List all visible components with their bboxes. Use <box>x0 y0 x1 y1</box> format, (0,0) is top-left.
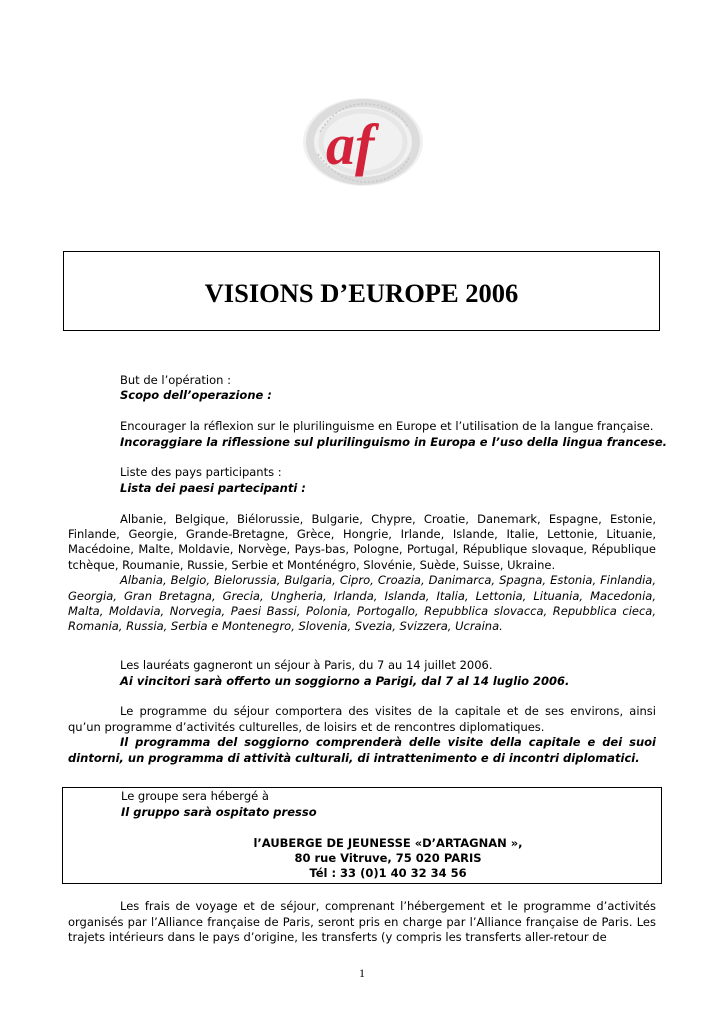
title-box <box>63 251 660 331</box>
groupe-it: Il gruppo sarà ospitato presso <box>121 804 317 819</box>
document-body <box>68 373 668 946</box>
encourager-fr: Encourager la réflexion sur le plurilinguisme en Europe et l’utilisation de la langue française. <box>120 419 654 434</box>
liste-it: Lista dei paesi partecipanti : <box>120 480 306 495</box>
programme-it: Il programma del soggiorno comprenderà delle visite della capitale e dei suoi dintorni, un programma di attività culturali, di intrattenimento e di incontri diplomatici. <box>68 735 656 765</box>
pays-it: Albania, Belgio, Bielorussia, Bulgaria, Cipro, Croazia, Danimarca, Spagna, Estonia, Finlandia, Georgia, Gran Bretagna, Grecia, Ungheria, Irlanda, Islanda, Italia, Lettonia, Lituania, Macedonia, Malta, Moldavia, Norvegia, Paesi Bassi, Polonia, Portogallo, Repubblica slovacca, Repubblica cieca, Romania, Russia, Serbia e Montenegro, Slovenia, Svezia, Svizzera, Ucraina. <box>68 573 656 634</box>
pays-fr: Albanie, Belgique, Biélorussie, Bulgarie, Chypre, Croatie, Danemark, Espagne, Estonie, Finlande, Georgie, Grande-Bretagne, Grèce, Hongrie, Irlande, Islande, Italie, Lettonie, Lituanie, Macédoine, Malte, Moldavie, Norvège, Pays-bas, Pologne, Portugal, République slovaque, République tchèque, Roumanie, Russie, Serbie et Monténégro, Slovénie, Suède, Suisse, Ukraine. <box>68 511 656 572</box>
laureats-fr: Les lauréats gagneront un séjour à Paris, du 7 au 14 juillet 2006. <box>120 658 493 673</box>
but-fr: But de l’opération : <box>120 373 231 387</box>
document-title: VISIONS D’EUROPE 2006 <box>204 278 519 308</box>
frais-fr: Les frais de voyage et de séjour, comprenant l’hébergement et le programme d’activités organisés par l’Alliance française de Paris, seront pris en charge par l’Alliance française de Paris. Les trajets intérieurs dans le pays d’origine, les transferts (y compris les transferts aller-retour de <box>68 899 656 945</box>
laureats-it: Ai vincitori sarà offerto un soggiorno a Parigi, dal 7 al 14 luglio 2006. <box>120 673 570 688</box>
auberge-address: 80 rue Vitruve, 75 020 PARIS <box>294 851 482 866</box>
groupe-fr: Le groupe sera hébergé à <box>121 789 269 804</box>
logo-letters: af <box>326 112 375 177</box>
programme-fr: Le programme du séjour comportera des visites de la capitale et de ses environs, ainsi qu’un programme d’activités culturelles, de loisirs et de rencontres diplomatiques. <box>68 704 656 734</box>
auberge-name: l’AUBERGE DE JEUNESSE «D’ARTAGNAN », <box>253 835 523 850</box>
encourager-it: Incoraggiare la riflessione sul plurilinguismo in Europa e l’uso della lingua francese. <box>120 434 668 449</box>
but-it: Scopo dell’operazione : <box>120 388 272 403</box>
af-logo-icon <box>298 92 428 192</box>
page-number: 1 <box>359 966 365 980</box>
liste-fr: Liste des pays participants : <box>120 465 282 480</box>
auberge-tel: Tél : 33 (0)1 40 32 34 56 <box>309 866 467 881</box>
accommodation-box <box>62 787 662 883</box>
alliance-francaise-logo <box>298 92 428 192</box>
